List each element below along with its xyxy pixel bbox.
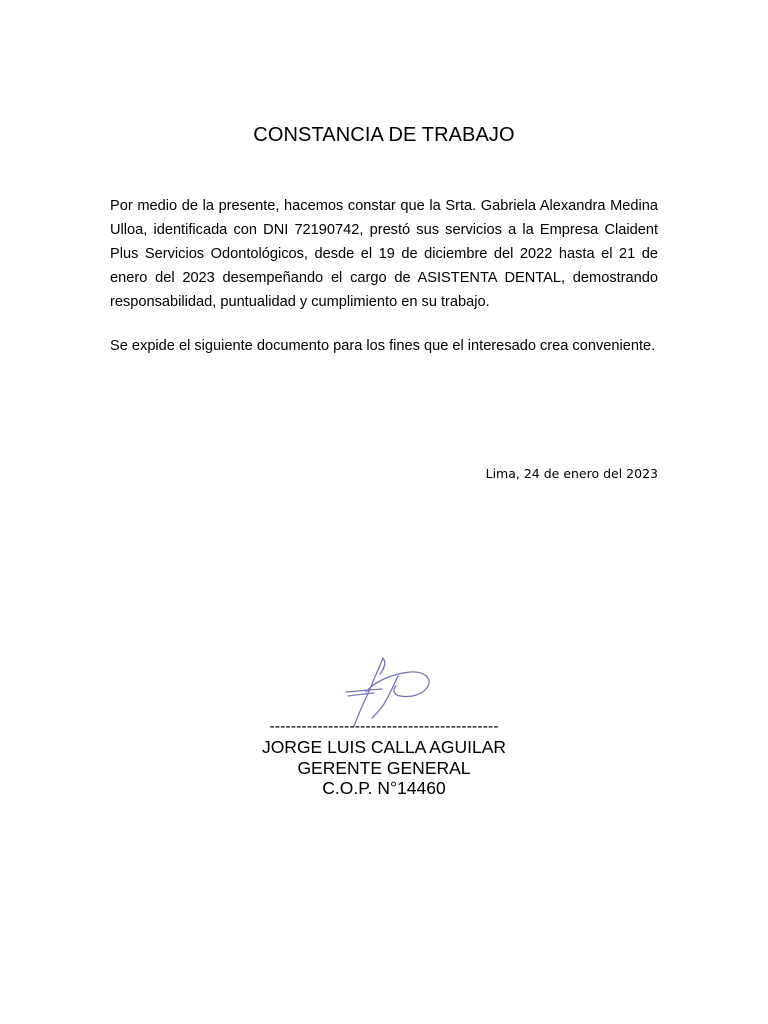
body-paragraph-purpose: Se expide el siguiente documento para los fines que el interesado crea conveniente. xyxy=(110,338,656,354)
signer-registration: C.O.P. N°14460 xyxy=(322,778,446,798)
place-and-date: Lima, 24 de enero del 2023 xyxy=(485,466,658,481)
signer-role: GERENTE GENERAL xyxy=(297,758,471,778)
body-paragraph-certification: Por medio de la presente, hacemos constar que la Srta. Gabriela Alexandra Medina Ulloa, identificada con DNI 72190742, prestó sus servicios a la Empresa Claident Plus Servicios Odontológicos, desde el 19 de diciembre del 2022 hasta el 21 de enero del 2023 desempeñando el cargo de ASISTENTA DENTAL, demostrando responsabilidad, puntualidad y cumplimiento en su trabajo. xyxy=(110,198,658,310)
signer-name: JORGE LUIS CALLA AGUILAR xyxy=(261,737,507,757)
document-title: CONSTANCIA DE TRABAJO xyxy=(253,124,515,146)
signature-line: ------------------------------------------- xyxy=(269,718,499,735)
